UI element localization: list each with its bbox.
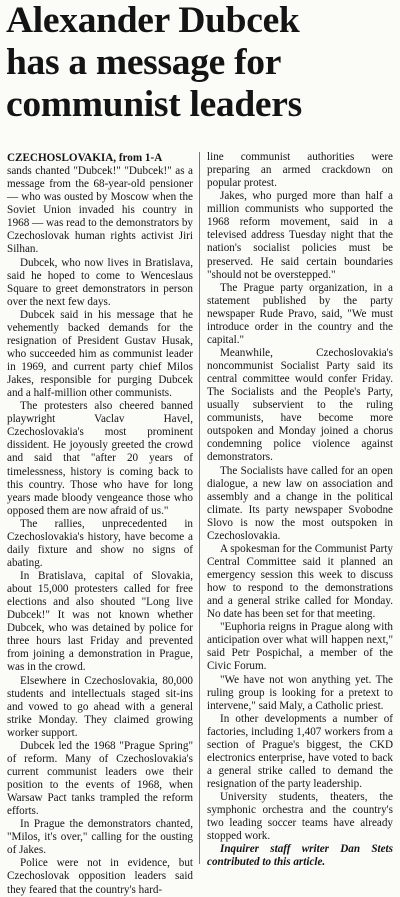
byline-credit: Inquirer staff writer Dan Stets contributed to this article.	[207, 843, 393, 869]
paragraph	[7, 152, 193, 257]
left-column	[7, 152, 193, 897]
paragraph: "We have not won anything yet. The ruling group is looking for a pretext to intervene," said Maly, a Catholic priest.	[207, 673, 393, 712]
paragraph: In Prague the demonstrators chanted, "Milos, it's over," calling for the ousting of Jakes.	[7, 818, 193, 857]
paragraph: Dubcek said in his message that he vehemently backed demands for the resignation of President Gustav Husak, who succeeded him as communist leader in 1969, and current party chief Milos Jakes, responsible for purging Dubcek and a half-million other communists.	[7, 308, 193, 400]
headline-line-1: Alexander Dubcek	[6, 0, 300, 41]
paragraph: Jakes, who purged more than half a million communists who supported the 1968 reform movement, said in a televised address Tuesday night that the nation's socialist policies must be preserved. He said certain boundaries "should not be overstepped."	[207, 190, 393, 281]
headline-line-3: communist leaders	[6, 84, 302, 125]
paragraph: In other developments a number of factories, including 1,407 workers from a section of Prague's biggest, the CKD electronics enterprise, have voted to back a general strike called to demand the resignation of the party leadership.	[207, 712, 393, 790]
paragraph: The Socialists have called for an open dialogue, a new law on association and assembly and a change in the political climate. Its party newspaper Svobodne Slovo is now the most outspoken in Czechoslovakia.	[207, 464, 393, 542]
paragraph: Dubcek, who now lives in Bratislava, said he hoped to come to Wenceslaus Square to greet demonstrators in person over the next few days.	[7, 256, 193, 308]
paragraph: The rallies, unprecedented in Czechoslovakia's history, have become a daily fixture and show no signs of abating.	[7, 517, 193, 569]
headline	[6, 0, 396, 126]
column-divider	[199, 152, 200, 864]
paragraph: Elsewhere in Czechoslovakia, 80,000 students and intellectuals staged sit-ins and vowed to go ahead with a general strike Monday. They claimed growing worker support.	[7, 674, 193, 739]
dateline: CZECHOSLOVAKIA, from 1-A	[7, 152, 163, 164]
paragraph: Meanwhile, Czechoslovakia's noncommunist Socialist Party said its central committee would confer Friday. The Socialists and the People's Party, usually subservient to the ruling communists, have become more outspoken and Monday joined a chorus condemning police violence against demonstrators.	[207, 346, 393, 464]
paragraph: The protesters also cheered banned playwright Vaclav Havel, Czechoslovakia's most prominent dissident. He joyously greeted the crowd and said that "after 20 years of timelessness, history is coming back to this country. Those who have for long years made bloody vengeance those who opposed them are now afraid of us."	[7, 400, 193, 517]
headline-line-2: has a message for	[6, 42, 282, 83]
paragraph: In Bratislava, capital of Slovakia, about 15,000 protesters called for free elections and also shouted "Long live Dubcek!" It was not known whether Dubcek, who was detained by police for three hours last Friday and prevented from joining a demonstration in Prague, was in the crowd.	[7, 570, 193, 674]
paragraph: University students, theaters, the symphonic orchestra and the country's two leading soccer teams have already stopped work.	[207, 791, 393, 843]
paragraph-text: sands chanted "Dubcek!" "Dubcek!" as a message from the 68-year-old pensioner — who was ousted by Moscow when the Soviet Union invaded his country in 1968 — was read to the demonstrators by Czechoslovak human rights activist Jiri Silhan.	[7, 165, 193, 256]
paragraph: The Prague party organization, in a statement published by the party newspaper Rude Pravo, said, "We must introduce order in the country and the capital."	[207, 281, 393, 346]
paragraph: Dubcek led the 1968 "Prague Spring" of reform. Many of Czechoslovakia's current communist leaders owe their position to the events of 1968, when Warsaw Pact tanks trampled the reform efforts.	[7, 739, 193, 818]
paragraph: A spokesman for the Communist Party Central Committee said it planned an emergency session this week to discuss how to respond to the demonstrations and a general strike called for Monday. No date has been set for that meeting.	[207, 542, 393, 621]
right-column	[207, 151, 393, 869]
paragraph: "Euphoria reigns in Prague along with anticipation over what will happen next," said Petr Pospichal, a member of the Civic Forum.	[207, 621, 393, 673]
paragraph: line communist authorities were preparing an armed crackdown on popular protest.	[207, 151, 393, 190]
paragraph: Police were not in evidence, but Czechoslovak opposition leaders said they feared that the country's hard-	[7, 857, 193, 896]
